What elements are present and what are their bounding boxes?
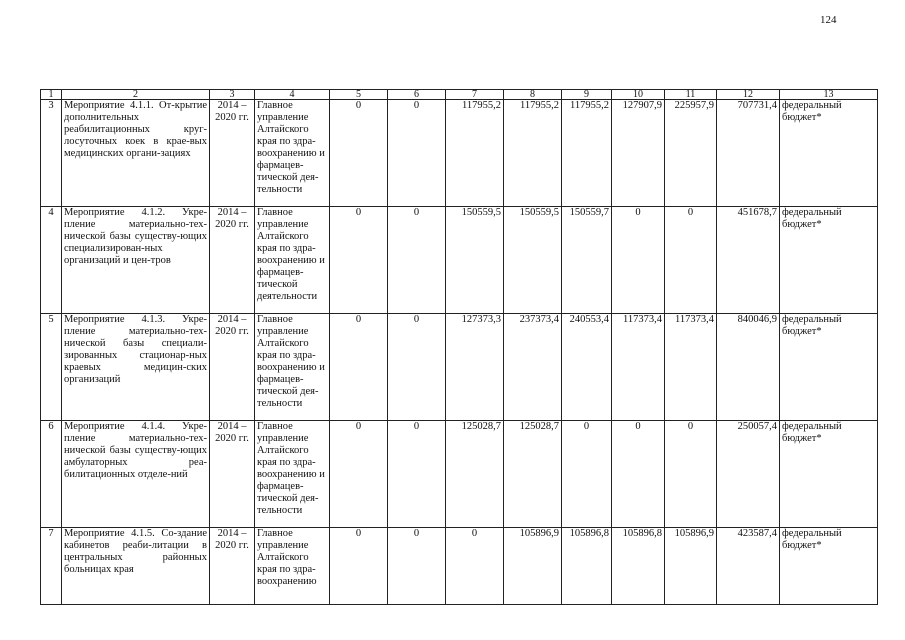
value-col7: 125028,7	[446, 421, 504, 528]
period: 2014 – 2020 гг.	[210, 100, 255, 207]
column-header: 10	[612, 90, 665, 100]
column-header: 8	[504, 90, 562, 100]
table-row	[41, 314, 878, 421]
executor: Главное управление Алтайского края по здра-воохранению	[255, 528, 330, 605]
value-col6: 0	[388, 528, 446, 605]
row-number: 5	[41, 314, 62, 421]
value-col8: 117955,2	[504, 100, 562, 207]
value-total: 423587,4	[717, 528, 780, 605]
value-col8: 105896,9	[504, 528, 562, 605]
column-header: 4	[255, 90, 330, 100]
value-col6: 0	[388, 421, 446, 528]
value-col5: 0	[330, 207, 388, 314]
value-col6: 0	[388, 207, 446, 314]
value-col9: 117955,2	[562, 100, 612, 207]
table-row	[41, 528, 878, 605]
value-col7: 117955,2	[446, 100, 504, 207]
value-col9: 150559,7	[562, 207, 612, 314]
value-col11: 0	[665, 207, 717, 314]
period: 2014 – 2020 гг.	[210, 421, 255, 528]
column-header: 7	[446, 90, 504, 100]
value-total: 451678,7	[717, 207, 780, 314]
funding-source: федеральный бюджет*	[780, 100, 878, 207]
measure-name: Мероприятие 4.1.2. Укре-пление материально-тех-нической базы существу-ющих специализирован-ных организаций и цен-тров	[62, 207, 210, 314]
funding-source: федеральный бюджет*	[780, 528, 878, 605]
value-col9: 0	[562, 421, 612, 528]
column-header: 9	[562, 90, 612, 100]
column-header: 12	[717, 90, 780, 100]
measure-name: Мероприятие 4.1.4. Укре-пление материально-тех-нической базы существу-ющих амбулаторных реа-билитационных отделе-ний	[62, 421, 210, 528]
program-table	[40, 89, 878, 605]
column-header: 6	[388, 90, 446, 100]
funding-source: федеральный бюджет*	[780, 314, 878, 421]
value-col10: 105896,8	[612, 528, 665, 605]
value-col10: 0	[612, 207, 665, 314]
value-col7: 127373,3	[446, 314, 504, 421]
executor: Главное управление Алтайского края по здра-воохранению и фармацев-тической дея-тельности	[255, 100, 330, 207]
value-col8: 125028,7	[504, 421, 562, 528]
value-col9: 240553,4	[562, 314, 612, 421]
page-number: 124	[820, 14, 837, 26]
value-col6: 0	[388, 314, 446, 421]
value-col6: 0	[388, 100, 446, 207]
value-col5: 0	[330, 421, 388, 528]
measure-name: Мероприятие 4.1.5. Со-здание кабинетов реаби-литации в центральных районных больницах края	[62, 528, 210, 605]
measure-name: Мероприятие 4.1.3. Укре-пление материально-тех-нической базы специали-зированных стационар-ных краевых медицин-ских организаций	[62, 314, 210, 421]
row-number: 6	[41, 421, 62, 528]
value-col7: 0	[446, 528, 504, 605]
row-number: 3	[41, 100, 62, 207]
executor: Главное управление Алтайского края по здра-воохранению и фармацев-тической дея-тельности	[255, 421, 330, 528]
period: 2014 – 2020 гг.	[210, 314, 255, 421]
column-number-row	[41, 90, 878, 100]
table-row	[41, 207, 878, 314]
value-col11: 105896,9	[665, 528, 717, 605]
period: 2014 – 2020 гг.	[210, 528, 255, 605]
funding-source: федеральный бюджет*	[780, 421, 878, 528]
table-row	[41, 100, 878, 207]
table-row	[41, 421, 878, 528]
value-col8: 150559,5	[504, 207, 562, 314]
value-col5: 0	[330, 100, 388, 207]
value-col11: 0	[665, 421, 717, 528]
column-header: 3	[210, 90, 255, 100]
measure-name: Мероприятие 4.1.1. От-крытие дополнительных реабилитационных круг-лосуточных коек в крае-вых медицинских органи-зациях	[62, 100, 210, 207]
funding-source: федеральный бюджет*	[780, 207, 878, 314]
value-total: 250057,4	[717, 421, 780, 528]
value-col10: 117373,4	[612, 314, 665, 421]
value-col9: 105896,8	[562, 528, 612, 605]
value-col11: 117373,4	[665, 314, 717, 421]
value-col7: 150559,5	[446, 207, 504, 314]
value-col11: 225957,9	[665, 100, 717, 207]
column-header: 11	[665, 90, 717, 100]
column-header: 2	[62, 90, 210, 100]
executor: Главное управление Алтайского края по здра-воохранению и фармацев-тической дея-тельности	[255, 314, 330, 421]
value-col8: 237373,4	[504, 314, 562, 421]
value-col5: 0	[330, 314, 388, 421]
column-header: 1	[41, 90, 62, 100]
value-col10: 0	[612, 421, 665, 528]
period: 2014 – 2020 гг.	[210, 207, 255, 314]
row-number: 4	[41, 207, 62, 314]
value-total: 707731,4	[717, 100, 780, 207]
value-col5: 0	[330, 528, 388, 605]
row-number: 7	[41, 528, 62, 605]
value-total: 840046,9	[717, 314, 780, 421]
value-col10: 127907,9	[612, 100, 665, 207]
executor: Главное управление Алтайского края по здра-воохранению и фармацев-тической деятельности	[255, 207, 330, 314]
column-header: 5	[330, 90, 388, 100]
column-header: 13	[780, 90, 878, 100]
